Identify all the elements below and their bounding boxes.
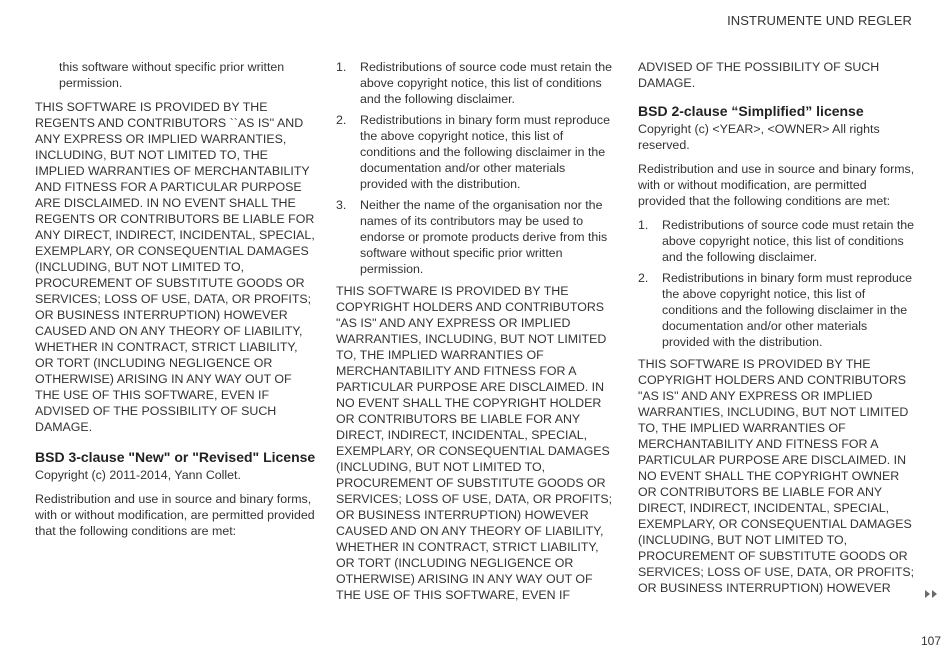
list-item-text: Redistributions in binary form must reproduce the above copyright notice, this list of conditions and the following disclaimer in the documentation and/or other materials provided with the distribution. [662, 271, 912, 349]
column-1 [35, 59, 317, 547]
list-item-number: 3. [336, 198, 347, 212]
list-item-text: Neither the name of the organisation nor the names of its contributors may be used to endorse or promote products derive from this software without specific prior written permission. [360, 198, 608, 276]
list-item [638, 270, 916, 350]
list-item [638, 217, 916, 265]
continued-text: this software without specific prior written permission. [59, 60, 285, 90]
copyright-text: Copyright (c) <YEAR>, <OWNER> All rights reserved. [638, 122, 880, 152]
list-item-text: Redistributions of source code must retain the above copyright notice, this list of conditions and the following disclaimer. [360, 60, 613, 106]
conditions-list [336, 59, 616, 277]
continued-text: ADVISED OF THE POSSIBILITY OF SUCH DAMAGE. [638, 60, 880, 90]
list-item-number: 2. [638, 271, 649, 285]
intro-text: Redistribution and use in source and binary forms, with or without modification, are permitted provided that the following conditions are met: [35, 492, 315, 538]
section-title: INSTRUMENTE UND REGLER [727, 13, 912, 28]
section-heading: BSD 3-clause "New" or "Revised" License [35, 449, 316, 465]
column-3 [638, 59, 916, 604]
list-item [336, 112, 616, 192]
double-chevron-right-icon [924, 588, 940, 600]
list-item-number: 1. [638, 218, 649, 232]
column-2 [336, 59, 616, 611]
copyright-text: Copyright (c) 2011-2014, Yann Collet. [35, 468, 241, 482]
disclaimer-text: THIS SOFTWARE IS PROVIDED BY THE COPYRIGHT HOLDERS AND CONTRIBUTORS "AS IS" AND ANY EXPRESS OR IMPLIED WARRANTIES, INCLUDING, BUT NOT LIMITED TO, THE IMPLIED WARRANTIES OF MERCHANTABILITY AND FITNESS FOR A PARTICULAR PURPOSE ARE DISCLAIMED. IN NO EVENT SHALL THE COPYRIGHT OWNER OR CONTRIBUTORS BE LIABLE FOR ANY DIRECT, INDIRECT, INCIDENTAL, SPECIAL, EXEMPLARY, OR CONSEQUENTIAL DAMAGES (INCLUDING, BUT NOT LIMITED TO, PROCUREMENT OF SUBSTITUTE GOODS OR SERVICES; LOSS OF USE, DATA, OR PROFITS; OR BUSINESS INTERRUPTION) HOWEVER [638, 357, 915, 595]
intro-text: Redistribution and use in source and binary forms, with or without modification, are permitted provided that the following conditions are met: [638, 162, 915, 208]
list-item-number: 1. [336, 60, 347, 74]
disclaimer-text: THIS SOFTWARE IS PROVIDED BY THE COPYRIGHT HOLDERS AND CONTRIBUTORS "AS IS" AND ANY EXPRESS OR IMPLIED WARRANTIES, INCLUDING, BUT NOT LIMITED TO, THE IMPLIED WARRANTIES OF MERCHANTABILITY AND FITNESS FOR A PARTICULAR PURPOSE ARE DISCLAIMED. IN NO EVENT SHALL THE COPYRIGHT HOLDER OR CONTRIBUTORS BE LIABLE FOR ANY DIRECT, INDIRECT, INCIDENTAL, SPECIAL, EXEMPLARY, OR CONSEQUENTIAL DAMAGES (INCLUDING, BUT NOT LIMITED TO, PROCUREMENT OF SUBSTITUTE GOODS OR SERVICES; LOSS OF USE, DATA, OR PROFITS; OR BUSINESS INTERRUPTION) HOWEVER CAUSED AND ON ANY THEORY OF LIABILITY, WHETHER IN CONTRACT, STRICT LIABILITY, OR TORT (INCLUDING NEGLIGENCE OR OTHERWISE) ARISING IN ANY WAY OUT OF THE USE OF THIS SOFTWARE, EVEN IF [336, 284, 613, 602]
chevron-right-icon [925, 590, 930, 598]
list-item [336, 197, 616, 277]
list-item-number: 2. [336, 113, 347, 127]
conditions-list [638, 217, 916, 350]
list-item-text: Redistributions in binary form must reproduce the above copyright notice, this list of conditions and the following disclaimer in the documentation and/or other materials provided with the distribution. [360, 113, 610, 191]
page-number: 107 [920, 634, 941, 648]
list-item-text: Redistributions of source code must retain the above copyright notice, this list of conditions and the following disclaimer. [662, 218, 915, 264]
chevron-right-icon [932, 590, 937, 598]
list-item [336, 59, 616, 107]
disclaimer-text: THIS SOFTWARE IS PROVIDED BY THE REGENTS AND CONTRIBUTORS ``AS IS'' AND ANY EXPRESS OR IMPLIED WARRANTIES, INCLUDING, BUT NOT LIMITED TO, THE IMPLIED WARRANTIES OF MERCHANTABILITY AND FITNESS FOR A PARTICULAR PURPOSE ARE DISCLAIMED. IN NO EVENT SHALL THE REGENTS OR CONTRIBUTORS BE LIABLE FOR ANY DIRECT, INDIRECT, INCIDENTAL, SPECIAL, EXEMPLARY, OR CONSEQUENTIAL DAMAGES (INCLUDING, BUT NOT LIMITED TO, PROCUREMENT OF SUBSTITUTE GOODS OR SERVICES; LOSS OF USE, DATA, OR PROFITS; OR BUSINESS INTERRUPTION) HOWEVER CAUSED AND ON ANY THEORY OF LIABILITY, WHETHER IN CONTRACT, STRICT LIABILITY, OR TORT (INCLUDING NEGLIGENCE OR OTHERWISE) ARISING IN ANY WAY OUT OF THE USE OF THIS SOFTWARE, EVEN IF ADVISED OF THE POSSIBILITY OF SUCH DAMAGE. [35, 100, 315, 434]
section-heading: BSD 2-clause “Simplified” license [638, 103, 864, 119]
